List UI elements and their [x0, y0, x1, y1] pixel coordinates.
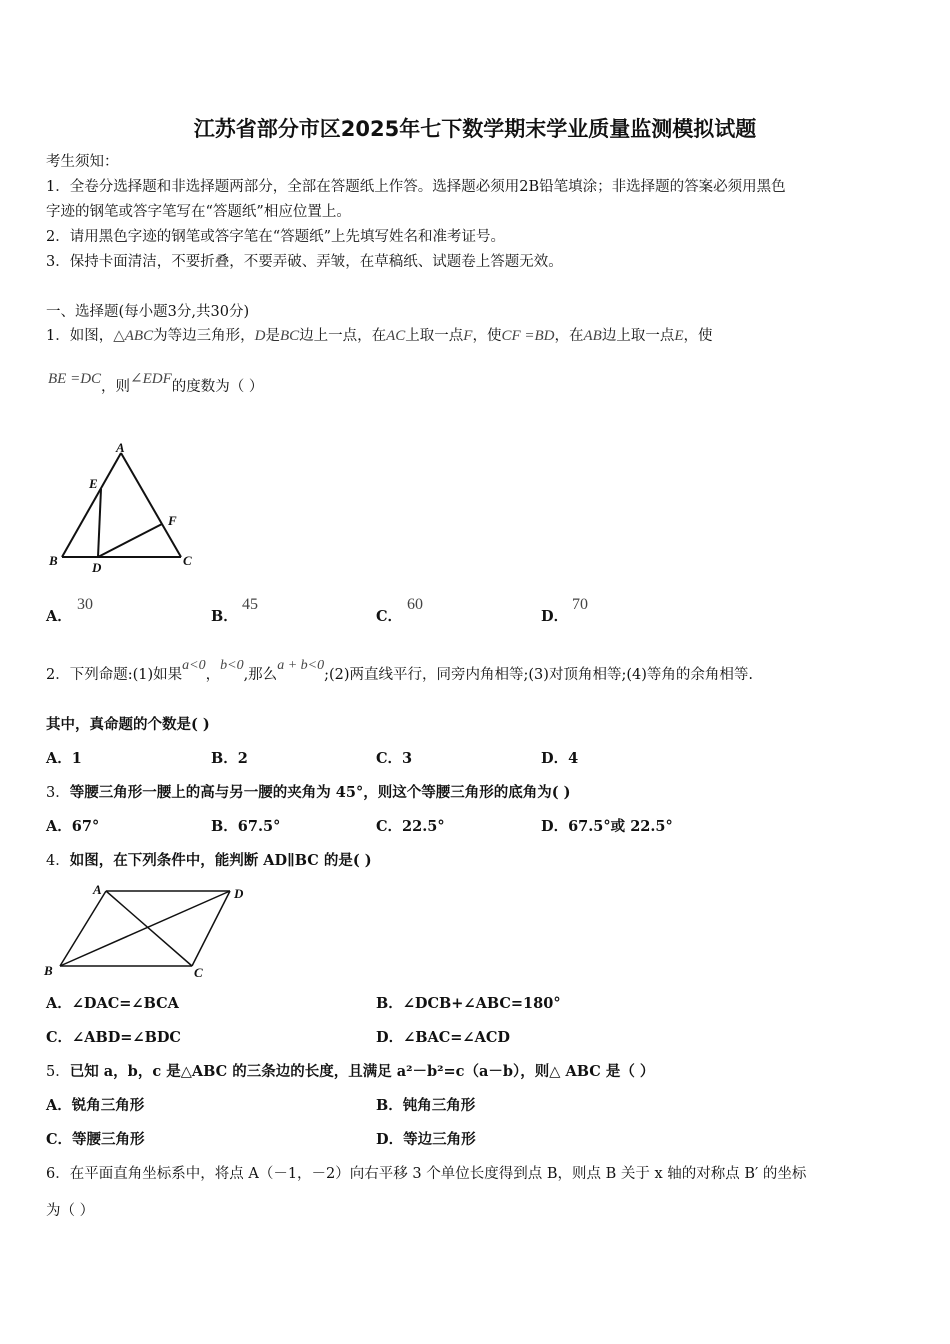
q5-option-d: D．等边三角形 [376, 1131, 476, 1148]
segment-ed [98, 489, 101, 557]
q1-option-a-label: A． [46, 608, 72, 625]
label-b: B [44, 963, 53, 978]
question-3-text: 3．等腰三角形一腰上的高与另一腰的夹角为 45°，则这个等腰三角形的底角为( ) [46, 784, 571, 801]
label-c: C [194, 965, 203, 980]
section-heading: 一、选择题(每小题3分,共30分) [46, 304, 250, 320]
q4-option-a: A．∠DAC=∠BCA [46, 995, 179, 1012]
q1-option-c-label: C． [376, 608, 403, 625]
question-6-line-1: 6．在平面直角坐标系中，将点 A（－1，－2）向右平移 3 个单位长度得到点 B，则点 B 关于 x 轴的对称点 B′ 的坐标 [46, 1166, 807, 1182]
segment-df [98, 524, 162, 557]
triangle-figure [44, 438, 204, 578]
notice-line-1a: 1．全卷分选择题和非选择题两部分，全部在答题纸上作答。选择题必须用2B铅笔填涂；非选择题的答案必须用黑色 [46, 179, 786, 195]
q3-option-a: A．67° [46, 818, 100, 835]
q3-option-b: B．67.5° [211, 818, 281, 835]
q2-option-c: C．3 [376, 750, 413, 767]
notice-line-2: 2．请用黑色字迹的钢笔或答字笔在“答题纸”上先填写姓名和准考证号。 [46, 229, 506, 245]
question-5-text: 5．已知 a，b，c 是△ABC 的三条边的长度，且满足 a²－b²=c（a－b），则△ ABC 是（ ） [46, 1063, 655, 1080]
notice-heading: 考生须知： [46, 154, 119, 170]
page-title: 江苏省部分市区2025年七下数学期末学业质量监测模拟试题 [193, 117, 757, 141]
q1-option-c-value: 60 [407, 596, 423, 613]
q4-option-b: B．∠DCB+∠ABC=180° [376, 995, 561, 1012]
label-b: B [49, 553, 58, 568]
q2-option-a: A．1 [46, 750, 82, 767]
question-number: 1． [46, 328, 70, 344]
question-2-line-2: 其中，真命题的个数是( ) [46, 716, 210, 733]
side-ab [62, 453, 121, 557]
q1-option-b-label: B． [211, 608, 238, 625]
question-1-line-2: BE =DC，则∠EDF的度数为（ ） [48, 371, 264, 395]
q3-option-d: D．67.5°或 22.5° [541, 818, 673, 835]
q1-option-a-value: 30 [77, 596, 93, 613]
q1-option-d-value: 70 [572, 596, 588, 613]
label-a: A [116, 440, 125, 455]
label-f: F [168, 513, 177, 528]
label-e: E [89, 476, 98, 491]
label-c: C [183, 553, 192, 568]
q4-option-c: C．∠ABD=∠BDC [46, 1029, 181, 1046]
notice-line-1b: 字迹的钢笔或答字笔写在“答题纸”相应位置上。 [46, 204, 351, 220]
label-a: A [93, 882, 102, 897]
question-1-line-1: 1．如图，△ABC为等边三角形，D是BC边上一点，在AC上取一点F，使CF =BD，在AB边上取一点E，使 [46, 328, 713, 344]
q5-option-a: A．锐角三角形 [46, 1097, 145, 1114]
q2-option-b: B．2 [211, 750, 248, 767]
q4-option-d: D．∠BAC=∠ACD [376, 1029, 510, 1046]
q3-option-c: C．22.5° [376, 818, 445, 835]
q5-option-c: C．等腰三角形 [46, 1131, 145, 1148]
parallelogram-figure [40, 880, 260, 980]
question-4-text: 4．如图，在下列条件中，能判断 AD∥BC 的是( ) [46, 852, 372, 869]
side-dc [192, 891, 230, 966]
label-d: D [92, 560, 102, 575]
q1-option-b-value: 45 [242, 596, 258, 613]
q2-option-d: D．4 [541, 750, 579, 767]
question-2-line-1: 2．下列命题:(1)如果a<0，b<0,那么a + b<0;(2)两直线平行，同旁内角相等;(3)对顶角相等;(4)等角的余角相等. [46, 658, 753, 683]
diagonal-bd [60, 891, 230, 966]
question-6-line-2: 为（ ） [46, 1203, 95, 1219]
label-d: D [234, 886, 244, 901]
side-ab [60, 891, 106, 966]
q1-option-d-label: D． [541, 608, 569, 625]
notice-line-3: 3．保持卡面清洁，不要折叠，不要弄破、弄皱，在草稿纸、试题卷上答题无效。 [46, 254, 563, 270]
diagonal-ac [106, 891, 192, 966]
q5-option-b: B．钝角三角形 [376, 1097, 476, 1114]
